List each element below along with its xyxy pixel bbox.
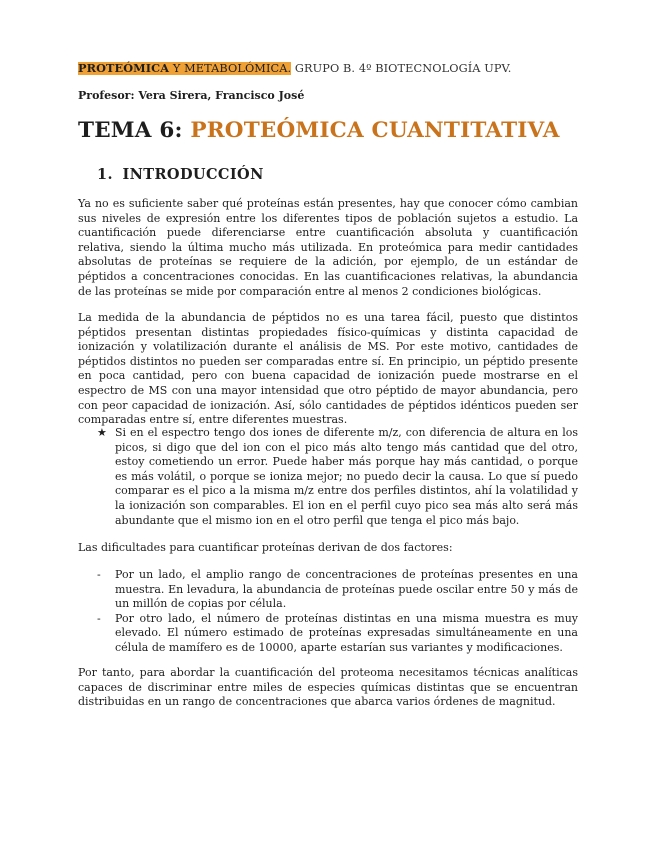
list-item bbox=[97, 612, 578, 656]
section-number: 1. bbox=[97, 166, 113, 183]
paragraph-peptide-abundance: La medida de la abundancia de péptidos no es una tarea fácil, puesto que distintos péptidos presentan distintas propiedades físico-químicas y distinta capacidad de ionización y volatilización durante el análisis de MS. Por este motivo, cantidades de péptidos distintos no pueden ser comparadas entre sí. En principio, un péptido presente en poca cantidad, pero con buena capacidad de ionización puede mostrarse en el espectro de MS con una mayor intensidad que otro péptido de mayor abundancia, pero con peor capacidad de ionización. Así, sólo cantidades de péptidos idénticos pueden ser comparadas entre sí, entre diferentes muestras. bbox=[78, 311, 578, 427]
title-prefix: TEMA 6: bbox=[78, 118, 191, 143]
course-name-bold: PROTEÓMICA bbox=[78, 61, 170, 75]
dash-bullet: - bbox=[97, 611, 101, 625]
dash-bullet: - bbox=[97, 568, 101, 581]
star-note-text: Si en el espectro tengo dos iones de diferente m/z, con diferencia de altura en los picos, si digo que del ion con el pico más alto tengo más cantidad que del otro, estoy cometiendo un error. Puede haber más porque hay más cantidad, o porque es más volátil, o porque se ioniza mejor; no puedo decir la causa. Lo que sí puedo comparar es el pico a la misma m/z entre dos perfiles distintos, ahí la volatilidad y la ionización son comparables. El ion en el perfil cuyo pico sea más alto será más abundante que el mismo ion en el otro perfil que tenga el pico más bajo. bbox=[115, 426, 578, 527]
paragraph-conclusion: Por tanto, para abordar la cuantificación del proteoma necesitamos técnicas analíticas capaces de discriminar entre miles de especies químicas distintas que se encuentran distribuidas en un rango de concentraciones que abarca varios órdenes de magnitud. bbox=[78, 666, 578, 709]
section-heading bbox=[97, 166, 264, 183]
list-item bbox=[97, 568, 578, 612]
page-title bbox=[78, 118, 560, 143]
professor-line: Profesor: Vera Sirera, Francisco José bbox=[78, 89, 305, 102]
paragraph-intro: Ya no es suficiente saber qué proteínas están presentes, hay que conocer cómo cambian sus niveles de expresión entre los diferentes tipos de población sujetos a estudio. La cuantificación puede diferenciarse entre cuantificación absoluta y cuantificación relativa, siendo la última mucho más utilizada. En proteómica para medir cantidades absolutas de proteínas se requiere de la adición, por ejemplo, de un estándar de péptidos a concentraciones conocidas. En las cuantificaciones relativas, la abundancia de las proteínas se mide por comparación entre al menos 2 condiciones biológicas. bbox=[78, 197, 578, 298]
course-name-rest: Y METABOLÓMICA. bbox=[169, 62, 292, 75]
paragraph-difficulties: Las dificultades para cuantificar proteínas derivan de dos factores: bbox=[78, 541, 453, 554]
factors-list bbox=[97, 568, 578, 656]
title-topic: PROTEÓMICA CUANTITATIVA bbox=[190, 118, 560, 143]
star-note bbox=[97, 426, 578, 528]
course-name-highlight bbox=[78, 62, 291, 75]
factor-text: Por un lado, el amplio rango de concentraciones de proteínas presentes en una muestra. En levadura, la abundancia de proteínas puede oscilar entre 50 y más de un millón de copias por célula. bbox=[115, 568, 578, 611]
course-header bbox=[78, 60, 512, 77]
section-title: INTRODUCCIÓN bbox=[122, 166, 264, 183]
course-group: GRUPO B. 4º BIOTECNOLOGÍA UPV. bbox=[291, 62, 512, 75]
factor-text: Por otro lado, el número de proteínas distintas en una misma muestra es muy elevado. El número estimado de proteínas expresadas simultáneamente en una célula de mamífero es de 10000, aparte estarían sus variantes y modificaciones. bbox=[115, 611, 578, 654]
star-icon: ★ bbox=[97, 426, 107, 439]
